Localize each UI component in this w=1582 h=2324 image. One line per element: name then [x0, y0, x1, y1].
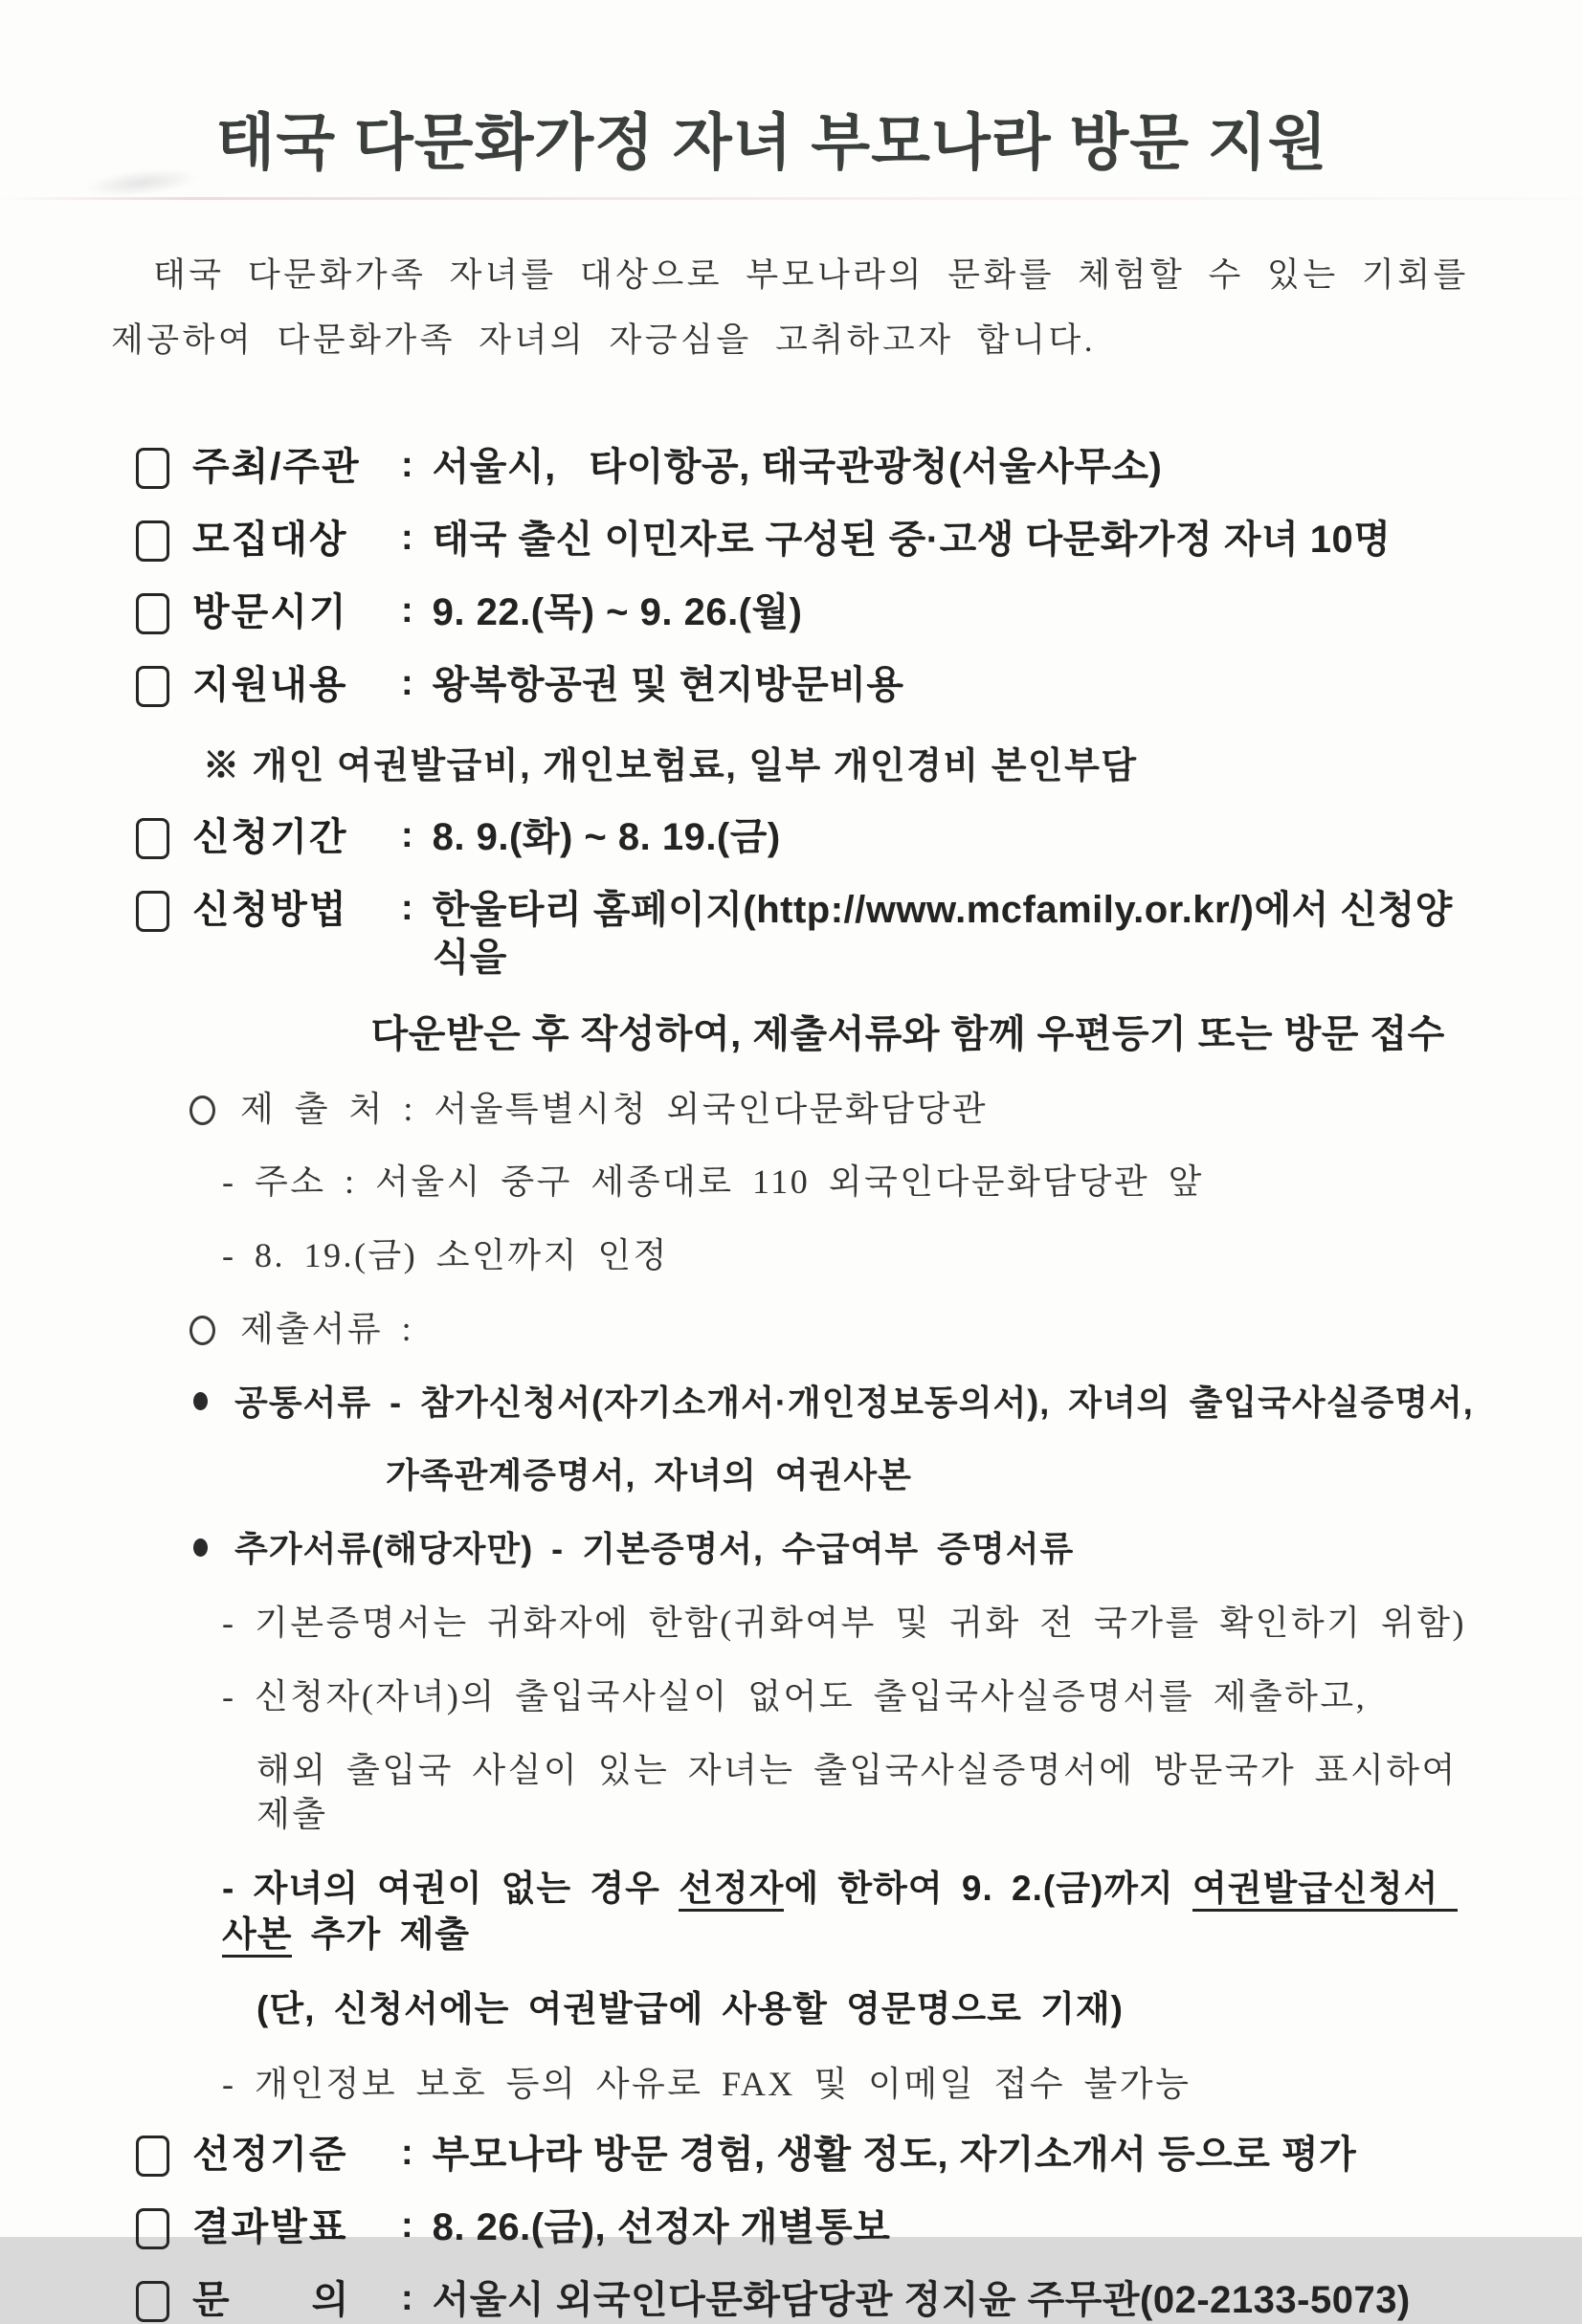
field-value-line2: 다운받은 후 작성하여, 제출서류와 함께 우편등기 또는 방문 접수 [370, 1012, 1445, 1055]
field-apply-period [134, 813, 1486, 861]
page-title: 태국 다문화가정 자녀 부모나라 방문 지원 [215, 108, 1328, 177]
field-selection-criteria [134, 2131, 1486, 2179]
field-value-block [370, 886, 1486, 1058]
note-passport-mid: 에 한하여 9. 2.(금)까지 [784, 1869, 1193, 1909]
common-docs-block [234, 1381, 1474, 1499]
submission-address-line [222, 1160, 1486, 1205]
note-privacy-text: - 개인정보 보호 등의 사유로 FAX 및 이메일 접수 불가능 [222, 2064, 1192, 2103]
field-label: 신청방법 [192, 888, 348, 931]
field-label: 주최/주관 [192, 445, 361, 488]
dot-bullet-icon [193, 1392, 208, 1410]
field-value: 부모나라 방문 경험, 생활 정도, 자기소개서 등으로 평가 [432, 2134, 1357, 2177]
intro-paragraph: 태국 다문화가족 자녀를 대상으로 부모나라의 문화를 체험할 수 있는 기회를 제공하여 다문화가족 자녀의 자긍심을 고취하고자 합니다. [111, 256, 1493, 360]
common-docs-line2: 가족관계증명서, 자녀의 여권사본 [386, 1455, 912, 1495]
colon-separator: : [401, 2205, 413, 2247]
documents-heading-line [189, 1307, 1486, 1352]
colon-separator: : [401, 589, 413, 631]
documents-heading-text: 제출서류 : [240, 1309, 414, 1348]
field-target [134, 516, 1486, 564]
checkbox-bullet-icon [136, 666, 169, 707]
submission-office-text: 제 출 처 : 서울특별시청 외국인다문화담당관 [240, 1089, 988, 1128]
field-label: 지원내용 [192, 663, 348, 706]
field-contact [134, 2276, 1486, 2324]
colon-separator: : [401, 662, 413, 703]
field-value-line1: 한울타리 홈페이지(http://www.mcfamily.or.kr/)에서 신청양식을 [432, 888, 1453, 979]
checkbox-bullet-icon [136, 520, 169, 562]
note-passport-line [222, 1866, 1486, 1958]
cost-note: ※ 개인 여권발급비, 개인보험료, 일부 개인경비 본인부담 [203, 745, 1138, 786]
note-entry-record-text2: 해외 출입국 사실이 있는 자녀는 출입국사실증명서에 방문국가 표시하여 제출 [256, 1750, 1477, 1834]
common-docs-line [189, 1381, 1486, 1499]
note-passport-subline [256, 1986, 1486, 2032]
field-value: 태국 출신 이민자로 구성된 중·고생 다문화가정 자녀 10명 [432, 518, 1392, 561]
checkbox-bullet-icon [136, 448, 169, 489]
field-visit-period [134, 588, 1486, 636]
checkbox-bullet-icon [136, 2208, 169, 2249]
field-label: 방문시기 [192, 590, 348, 633]
note-passport-post: 추가 제출 [292, 1915, 471, 1955]
field-label: 모집대상 [192, 518, 348, 561]
colon-separator: : [401, 444, 413, 485]
note-passport-pre: - 자녀의 여권이 없는 경우 [222, 1869, 680, 1909]
field-host [134, 443, 1486, 491]
circle-bullet-icon [189, 1316, 215, 1345]
checkbox-bullet-icon [136, 593, 169, 634]
checkbox-bullet-icon [136, 891, 169, 932]
field-value: 왕복항공권 및 현지방문비용 [432, 663, 904, 706]
field-value: 서울시, 타이항공, 태국관광청(서울사무소) [432, 445, 1163, 488]
note-passport-underline-2: 여권발급신청서 사본 [222, 1869, 1458, 1958]
field-value: 9. 22.(목) ~ 9. 26.(월) [432, 590, 803, 633]
colon-separator: : [401, 2133, 413, 2174]
field-label: 결과발표 [192, 2206, 348, 2249]
note-privacy-line [222, 2062, 1486, 2107]
field-apply-method [134, 886, 1486, 1058]
note-basic-cert-text: - 기본증명서는 귀화자에 한함(귀화여부 및 귀화 전 국가를 확인하기 위함) [222, 1604, 1466, 1643]
field-support [134, 661, 1486, 709]
colon-separator: : [401, 814, 413, 855]
submission-postmark-text: - 8. 19.(금) 소인까지 인정 [222, 1236, 669, 1275]
note-passport-underline-1: 선정자 [679, 1869, 784, 1912]
extra-docs-line [189, 1527, 1486, 1572]
submission-postmark-line [222, 1233, 1486, 1278]
field-label: 신청기간 [192, 815, 348, 858]
colon-separator: : [401, 517, 413, 558]
field-value: 8. 9.(화) ~ 8. 19.(금) [432, 815, 781, 858]
field-label: 선정기준 [192, 2134, 348, 2177]
note-entry-record-text1: - 신청자(자녀)의 출입국사실이 없어도 출입국사실증명서를 제출하고, [222, 1676, 1368, 1715]
field-value: 서울시 외국인다문화담당관 정지윤 주무관(02-2133-5073) [432, 2279, 1411, 2322]
circle-bullet-icon [189, 1096, 215, 1125]
colon-separator: : [401, 887, 413, 928]
colon-separator: : [401, 2278, 413, 2319]
submission-address-text: - 주소 : 서울시 중구 세종대로 110 외국인다문화담당관 앞 [222, 1162, 1204, 1202]
note-passport-text [222, 1866, 1486, 1958]
submission-office-line [189, 1087, 1486, 1132]
dot-bullet-icon [193, 1538, 208, 1557]
note-entry-record-line1 [222, 1674, 1486, 1719]
checkbox-bullet-icon [136, 2281, 169, 2322]
checkbox-bullet-icon [136, 818, 169, 859]
checkbox-bullet-icon [136, 2136, 169, 2177]
field-result-announcement [134, 2203, 1486, 2251]
note-basic-cert-line [222, 1601, 1486, 1646]
note-passport-subtext: (단, 신청서에는 여권발급에 사용할 영문명으로 기재) [256, 1989, 1124, 2029]
note-entry-record-line2 [256, 1748, 1486, 1838]
field-value: 8. 26.(금), 선정자 개별통보 [432, 2206, 891, 2249]
extra-docs-text: 추가서류(해당자만) - 기본증명서, 수급여부 증명서류 [234, 1529, 1075, 1569]
common-docs-line1: 공통서류 - 참가신청서(자기소개서·개인정보동의서), 자녀의 출입국사실증명서, [234, 1382, 1474, 1422]
field-label: 문 의 [192, 2279, 351, 2322]
